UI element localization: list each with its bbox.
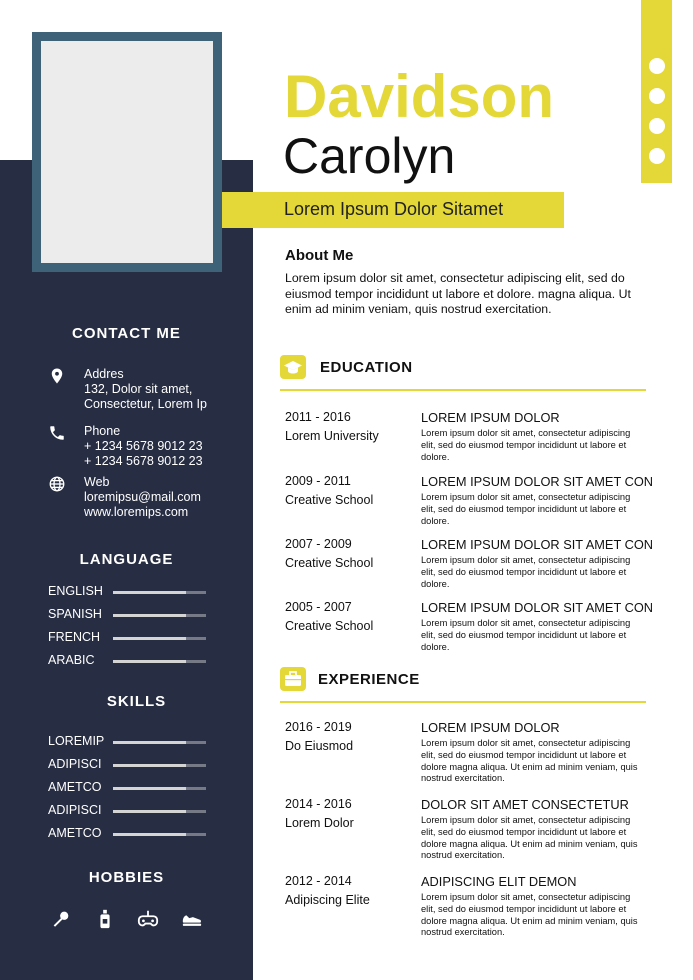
education-heading: EDUCATION (320, 359, 413, 376)
skills-label: AMETCO (48, 780, 102, 794)
entry-place: Creative School (285, 493, 374, 507)
education-section-header (280, 355, 646, 391)
address-line2: Consectetur, Lorem Ip (84, 397, 207, 411)
entry-years: 2005 - 2007 (285, 600, 352, 614)
skills-level-bar (113, 810, 206, 813)
entry-place: Creative School (285, 556, 374, 570)
website-link[interactable]: www.loremips.com (84, 505, 189, 519)
skills-level-bar (113, 741, 206, 744)
skills-row (48, 803, 208, 819)
phone-icon (48, 424, 66, 442)
language-level-bar (113, 660, 206, 663)
section-divider (280, 389, 646, 391)
email-link[interactable]: loremipsu@mail.com (84, 490, 201, 504)
phone-number-1: + 1234 5678 9012 23 (84, 439, 203, 453)
entry-heading: LOREM IPSUM DOLOR (421, 410, 560, 425)
entry-years: 2014 - 2016 (285, 797, 352, 811)
graduation-cap-icon (280, 355, 306, 379)
decorative-dot (649, 58, 665, 74)
language-level-bar (113, 591, 206, 594)
language-row (48, 584, 208, 600)
skills-label: ADIPISCI (48, 757, 102, 771)
entry-place: Creative School (285, 619, 374, 633)
skills-label: LOREMIP (48, 734, 105, 748)
entry-place: Lorem University (285, 429, 379, 443)
skills-level-fill (113, 764, 186, 767)
skills-level-fill (113, 741, 186, 744)
entry-description: Lorem ipsum dolor sit amet, consectetur adipiscing elit, sed do eiusmod tempor incididunt ut labore et dolore. (421, 618, 631, 652)
entry-years: 2011 - 2016 (285, 410, 351, 424)
skills-row (48, 734, 208, 750)
language-row (48, 653, 208, 669)
language-row (48, 607, 208, 623)
skills-row (48, 780, 208, 796)
experience-section-header (280, 667, 646, 703)
entry-description: Lorem ipsum dolor sit amet, consectetur adipiscing elit, sed do eiusmod tempor incididunt ut labore et dolore. (421, 555, 631, 589)
skills-level-fill (113, 810, 186, 813)
entry-heading: LOREM IPSUM DOLOR SIT AMET CON (421, 600, 654, 615)
game-controller-icon (137, 908, 159, 930)
entry-years: 2016 - 2019 (285, 720, 352, 734)
skills-level-fill (113, 787, 186, 790)
language-level-fill (113, 660, 186, 663)
entry-heading: LOREM IPSUM DOLOR (421, 720, 560, 735)
address-label: Addres (84, 367, 124, 381)
entry-years: 2009 - 2011 (285, 474, 351, 488)
job-title: Lorem Ipsum Dolor Sitamet (284, 199, 504, 219)
entry-description: Lorem ipsum dolor sit amet, consectetur adipiscing elit, sed do eiusmod tempor incididunt ut labore et dolore. (421, 492, 631, 526)
language-label: SPANISH (48, 607, 102, 621)
web-label: Web (84, 475, 110, 489)
entry-description: Lorem ipsum dolor sit amet, consectetur adipiscing elit, sed do eiusmod tempor incididunt ut labore et dolore magna aliqua. Ut enim ad minim veniam, quis nostrud exercitation. (421, 815, 638, 861)
hobbies-heading: HOBBIES (88, 869, 165, 886)
entry-place: Do Eiusmod (285, 739, 354, 753)
decorative-dot (649, 118, 665, 134)
skills-level-fill (113, 833, 186, 836)
perfume-bottle-icon (94, 908, 116, 930)
entry-heading: LOREM IPSUM DOLOR SIT AMET CON (421, 537, 654, 552)
last-name: Carolyn (283, 128, 456, 184)
location-pin-icon (48, 367, 66, 385)
first-name: Davidson (284, 63, 555, 130)
entry-years: 2012 - 2014 (285, 874, 352, 888)
language-level-fill (113, 591, 186, 594)
address-line1: 132, Dolor sit amet, (84, 382, 193, 396)
entry-place: Lorem Dolor (285, 816, 354, 830)
profile-photo-placeholder (41, 41, 213, 263)
sneaker-icon (181, 908, 203, 930)
job-title-banner (222, 192, 564, 228)
skills-level-bar (113, 787, 206, 790)
sidebar (0, 160, 253, 980)
skills-level-bar (113, 764, 206, 767)
phone-label: Phone (84, 424, 121, 438)
experience-heading: EXPERIENCE (318, 671, 420, 688)
language-level-fill (113, 614, 186, 617)
contact-heading: CONTACT ME (72, 325, 181, 342)
skills-label: AMETCO (48, 826, 102, 840)
entry-description: Lorem ipsum dolor sit amet, consectetur adipiscing elit, sed do eiusmod tempor incididunt ut labore et dolore magna aliqua. Ut enim ad minim veniam, quis nostrud exercitation. (421, 892, 638, 938)
microphone-icon (50, 908, 72, 930)
language-level-fill (113, 637, 186, 640)
skills-heading: SKILLS (106, 693, 167, 710)
entry-place: Adipiscing Elite (285, 893, 370, 907)
briefcase-icon (280, 667, 306, 691)
language-level-bar (113, 637, 206, 640)
language-label: ENGLISH (48, 584, 103, 598)
language-row (48, 630, 208, 646)
entry-description: Lorem ipsum dolor sit amet, consectetur adipiscing elit, sed do eiusmod tempor incididunt ut labore et dolore. (421, 428, 631, 462)
entry-heading: DOLOR SIT AMET CONSECTETUR (421, 797, 629, 812)
skills-row (48, 757, 208, 773)
about-text: Lorem ipsum dolor sit amet, consectetur adipiscing elit, sed do eiusmod tempor incididunt ut labore et dolore. magna aliqua. Ut enim ad minim veniam, quis nostrud exercitation. (285, 271, 631, 316)
profile-photo-frame (32, 32, 222, 272)
entry-description: Lorem ipsum dolor sit amet, consectetur adipiscing elit, sed do eiusmod tempor incididunt ut labore et dolore magna aliqua. Ut enim ad minim veniam, quis nostrud exercitation. (421, 738, 638, 784)
about-heading: About Me (285, 247, 354, 264)
skills-level-bar (113, 833, 206, 836)
skills-label: ADIPISCI (48, 803, 102, 817)
phone-number-2: + 1234 5678 9012 23 (84, 454, 203, 468)
section-divider (280, 701, 646, 703)
entry-heading: ADIPISCING ELIT DEMON (421, 874, 577, 889)
language-level-bar (113, 614, 206, 617)
language-heading: LANGUAGE (79, 551, 174, 568)
skills-row (48, 826, 208, 842)
entry-years: 2007 - 2009 (285, 537, 352, 551)
language-label: ARABIC (48, 653, 95, 667)
decorative-dot (649, 88, 665, 104)
decorative-dot (649, 148, 665, 164)
globe-icon (48, 475, 66, 493)
language-label: FRENCH (48, 630, 101, 644)
entry-heading: LOREM IPSUM DOLOR SIT AMET CON (421, 474, 654, 489)
